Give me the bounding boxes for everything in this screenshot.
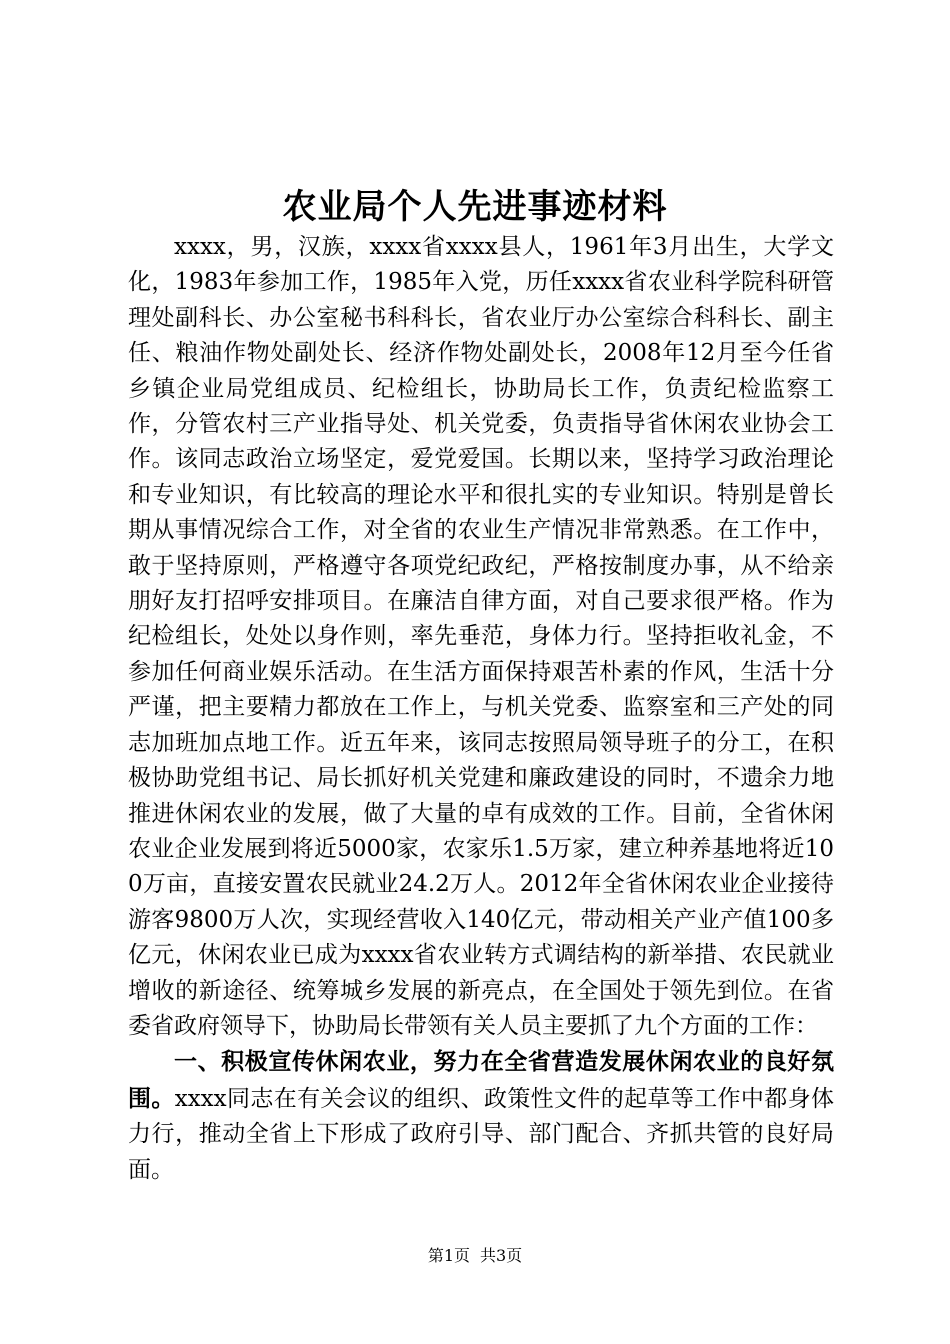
page-footer [0,1246,950,1266]
page-number: 第1页 [427,1246,470,1265]
paragraph-intro-text: xxxx，男，汉族，xxxx省xxxx县人，1961年3月出生，大学文化，1983年参加工作，1985年入党，历任xxxx省农业科学院科研管理处副科长、办公室秘书科科长，省农业厅办公室综合科科长、副主任、粮油作物处副处长、经济作物处副处长，2008年12月至今任省乡镇企业局党组成员、纪检组长，协助局长工作，负责纪检监察工作，分管农村三产业指导处、机关党委，负责指导省休闲农业协会工作。该同志政治立场坚定，爱党爱国。长期以来，坚持学习政治理论和专业知识，有比较高的理论水平和很扎实的专业知识。特别是曾长期从事情况综合工作，对全省的农业生产情况非常熟悉。在工作中，敢于坚持原则，严格遵守各项党纪政纪，严格按制度办事，从不给亲朋好友打招呼安排项目。在廉洁自律方面，对自己要求很严格。作为纪检组长，处处以身作则，率先垂范，身体力行。坚持拒收礼金，不参加任何商业娱乐活动。在生活方面保持艰苦朴素的作风，生活十分严谨，把主要精力都放在工作上，与机关党委、监察室和三产处的同志加班加点地工作。近五年来，该同志按照局领导班子的分工，在积极协助党组书记、局长抓好机关党建和廉政建设的同时，不遗余力地推进休闲农业的发展，做了大量的卓有成效的工作。目前，全省休闲农业企业发展到将近5000家，农家乐1.5万家，建立种养基地将近100万亩，直接安置农民就业24.2万人。2012年全省休闲农业企业接待游客9800万人次，实现经营收入140亿元，带动相关产业产值100多亿元，休闲农业已成为xxxx省农业转方式调结构的新举措、农民就业增收的新途径、统筹城乡发展的新亮点，在全国处于领先到位。在省委省政府领导下，协助局长带领有关人员主要抓了九个方面的工作： [128,234,834,1039]
document-title: 农业局个人先进事迹材料 [282,187,668,227]
section-one-text: xxxx同志在有关会议的组织、政策性文件的起草等工作中都身体力行，推动全省上下形成了政府引导、部门配合、齐抓共管的良好局面。 [128,1085,835,1183]
paragraph-intro [128,230,834,1044]
paragraph-section-one [128,1044,834,1188]
document-body [128,230,834,1188]
section-one-heading: 一、积极宣传休闲农业，努力在全省营造发展休闲农业的良好氛围。 [128,1048,834,1112]
page-total: 共3页 [480,1246,523,1265]
